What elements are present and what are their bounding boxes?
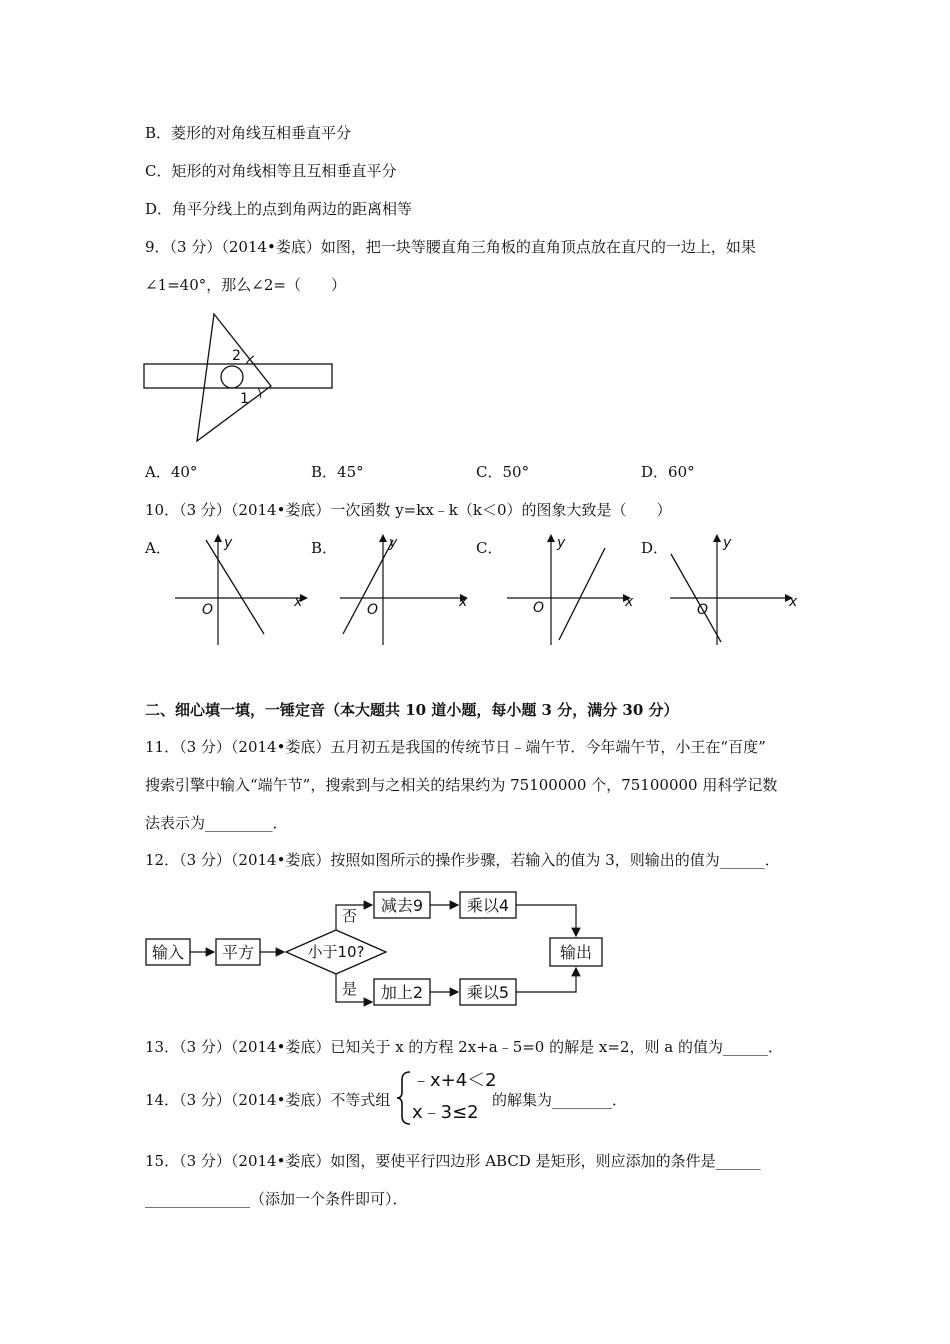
flow-arrow [516, 905, 576, 936]
origin-label: O [367, 602, 379, 618]
q8-option-c: C．矩形的对角线相等且互相垂直平分 [145, 162, 397, 180]
q9-option-b: B．45° [311, 463, 364, 481]
q15-line1: 15．（3 分）（2014•娄底）如图，要使平行四边形 ABCD 是矩形，则应添加的条件是______ [145, 1152, 761, 1170]
q13-stem: 13．（3 分）（2014•娄底）已知关于 x 的方程 2x+a﹣5=0 的解是 x=2，则 a 的值为______． [145, 1038, 783, 1056]
y-axis-label: y [389, 535, 398, 551]
function-line [343, 540, 393, 634]
flow-plus2-label: 加上2 [380, 983, 424, 1002]
origin-label: O [202, 602, 214, 618]
q9-ruler-triangle-figure [140, 308, 340, 448]
flow-minus9-label: 减去9 [380, 896, 424, 915]
function-line [559, 548, 605, 640]
q14-brace [396, 1070, 412, 1126]
set-square-triangle [197, 314, 271, 441]
q11-line1: 11．（3 分）（2014•娄底）五月初五是我国的传统节日﹣端午节．今年端午节，小王在“百度” [145, 738, 766, 756]
q10-graph-c-label: C． [476, 539, 503, 557]
q10-graph-a-label: A． [145, 539, 171, 557]
y-axis-arrow [547, 534, 555, 542]
flow-decision-label: 小于10? [307, 943, 365, 961]
q9-option-c: C．50° [476, 463, 530, 481]
angle1-label: 1 [240, 391, 249, 407]
origin-label: O [533, 600, 545, 616]
q10-graph-a [170, 530, 310, 650]
angle1-arc [258, 388, 261, 398]
q11-line2: 搜索引擎中输入“端午节”，搜索到与之相关的结果约为 75100000 个，75100000 用科学记数 [145, 776, 778, 794]
q11-line3: 法表示为_________． [145, 814, 288, 832]
q10-stem: 10．（3 分）（2014•娄底）一次函数 y=kx﹣k（k＜0）的图象大致是（ ） [145, 501, 672, 519]
q10-graph-b-label: B． [311, 539, 338, 557]
y-axis-arrow [379, 534, 387, 542]
section2-heading: 二、细心填一填，一锤定音（本大题共 10 道小题，每小题 3 分，满分 30 分） [145, 701, 679, 719]
origin-label: O [697, 602, 709, 618]
q9-stem-line2: ∠1=40°，那么∠2=（ ） [145, 276, 346, 294]
q10-graph-d [665, 530, 805, 650]
flow-input-label: 输入 [151, 943, 185, 962]
set-square-hole [221, 366, 243, 388]
q14-suffix: 的解集为________． [492, 1091, 628, 1109]
y-axis-label: y [224, 535, 233, 551]
q12-stem: 12．（3 分）（2014•娄底）按照如图所示的操作步骤，若输入的值为 3，则输出的值为______． [145, 851, 780, 869]
flow-square-label: 平方 [221, 943, 255, 962]
q14-inequality-2: x﹣3≤2 [412, 1102, 479, 1123]
q8-option-d: D．角平分线上的点到角两边的距离相等 [145, 200, 413, 218]
function-line [206, 540, 264, 634]
y-axis-arrow [713, 534, 721, 542]
q8-option-b: B．菱形的对角线互相垂直平分 [145, 124, 352, 142]
x-axis-label: x [625, 594, 634, 610]
x-axis-label: x [459, 594, 468, 610]
q14-prefix: 14．（3 分）（2014•娄底）不等式组 [145, 1091, 391, 1109]
flow-yes-label: 是 [342, 980, 358, 998]
q15-line2: ______________（添加一个条件即可）． [145, 1190, 408, 1208]
q9-stem-line1: 9．（3 分）（2014•娄底）如图，把一块等腰直角三角板的直角顶点放在直尺的一边上，如果 [145, 238, 756, 256]
q12-flowchart [140, 884, 630, 1010]
y-axis-label: y [723, 535, 732, 551]
x-axis-label: x [294, 594, 303, 610]
q14-inequality-1: ﹣x+4＜2 [412, 1070, 497, 1091]
flow-output-label: 输出 [559, 943, 593, 962]
q10-graph-d-label: D． [641, 539, 669, 557]
x-axis-label: x [789, 594, 798, 610]
flow-no-label: 否 [342, 907, 358, 925]
q10-graph-b [335, 530, 475, 650]
flow-times4-label: 乘以4 [466, 896, 510, 915]
flow-times5-label: 乘以5 [466, 983, 510, 1002]
q9-option-d: D．60° [641, 463, 695, 481]
y-axis-label: y [557, 535, 566, 551]
angle2-label: 2 [232, 348, 241, 364]
y-axis-arrow [214, 534, 222, 542]
flow-arrow [516, 968, 576, 992]
q9-option-a: A．40° [145, 463, 198, 481]
q10-graph-c [505, 530, 645, 650]
